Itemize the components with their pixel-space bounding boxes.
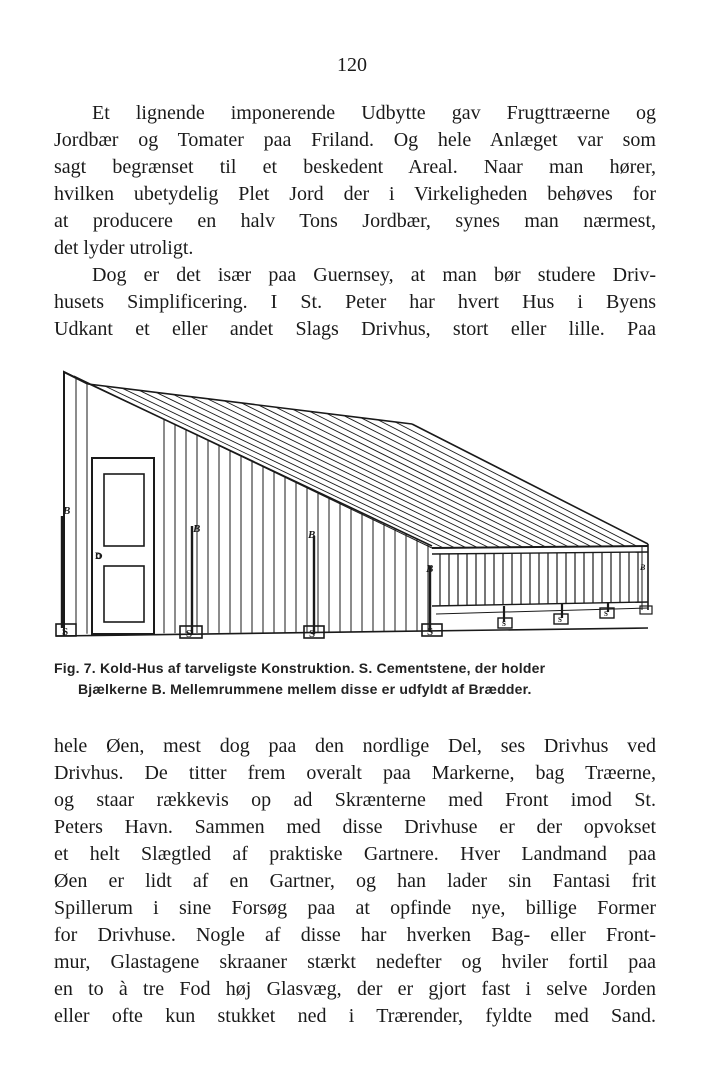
roof-glazing-bar <box>190 397 500 548</box>
roof-glazing-bar <box>327 413 591 546</box>
text-line: Øen er lidt af en Gartner, og han lader sin Fantasi frit <box>54 870 656 892</box>
page-number: 120 <box>337 54 367 76</box>
text-line: et helt Slægtled af praktiske Gartnere. Hver Landmand paa <box>54 843 656 865</box>
text-line: Peters Havn. Sammen med disse Drivhuse er der opvokset <box>54 816 656 838</box>
text-line: Drivhus. De titter frem overalt paa Markerne, bag Træerne, <box>54 762 656 784</box>
text-line: Et lignende imponerende Udbytte gav Frugttræerne og <box>92 102 656 124</box>
roof-glazing-bar <box>259 405 546 547</box>
roof-glazing-bar <box>344 416 603 547</box>
stone-label-s: S <box>62 626 69 638</box>
stone-label-s: S <box>502 620 506 628</box>
text-line: Spillerum i sine Forsøg paa at opfinde nye, billige Former <box>54 897 656 919</box>
beam-label-b: B <box>63 505 71 517</box>
stone-label-s: S <box>309 628 316 640</box>
text-line: en to à tre Fod høj Glasvæg, der er gjort fast i selve Jorden <box>54 978 656 1000</box>
roof-glazing-bar <box>156 392 477 547</box>
text-line: for Drivhuse. Nogle af disse har hverken Bag- eller Front- <box>54 924 656 946</box>
text-line: Dog er det især paa Guernsey, at man bør studere Driv- <box>92 264 656 286</box>
beam-label-b: B <box>640 563 646 572</box>
caption-line: Fig. 7. Kold-Hus af tarveligste Konstruktion. S. Cementstene, der holder <box>54 660 546 676</box>
beam-label-b: B <box>193 523 201 535</box>
text-line: Jordbær og Tomater paa Friland. Og hele Anlæget var som <box>54 129 656 151</box>
text-line: Udkant et eller andet Slags Drivhus, stort eller lille. Paa <box>54 318 656 340</box>
text-line: sagt begrænset til et beskedent Areal. Naar man hører, <box>54 156 656 178</box>
stone-label-s: S <box>427 626 434 638</box>
stone-label-s: S <box>604 610 608 618</box>
greenhouse-illustration <box>52 366 660 646</box>
door-label-d: D <box>95 551 102 561</box>
greenhouse-drawing <box>52 366 660 646</box>
text-line: det lyder utroligt. <box>54 237 194 259</box>
upper-text <box>54 100 656 343</box>
text-line: husets Simplificering. I St. Peter har hvert Hus i Byens <box>54 291 656 313</box>
lower-text <box>54 733 656 1030</box>
roof-glazing-bar <box>207 399 511 548</box>
beam-label-b: B <box>426 563 434 575</box>
stone-label-s: S <box>186 628 193 640</box>
text-line: hele Øen, mest dog paa den nordlige Del, ses Drivhus ved <box>54 735 656 757</box>
stone-label-s: S <box>558 616 562 624</box>
text-line: og staar rækkevis op ad Skrænterne med Front imod St. <box>54 789 656 811</box>
text-line: mur, Glastagene skraaner stærkt nedefter og hviler fortil paa <box>54 951 656 973</box>
text-line: hvilken ubetydelig Plet Jord der i Virkeligheden behøves for <box>54 183 656 205</box>
text-line: at producere en halv Tons Jordbær, synes man nærmest, <box>54 210 656 232</box>
roof-glazing-bar <box>378 420 625 546</box>
text-line: eller ofte kun stukket ned i Trærender, fyldte med Sand. <box>54 1005 656 1027</box>
roof-glazing-bar <box>224 401 523 547</box>
caption-line: Bjælkerne B. Mellemrummene mellem disse er udfyldt af Brædder. <box>78 681 532 697</box>
figure-caption <box>54 658 658 700</box>
beam-label-b: B <box>308 529 316 541</box>
roof-glazing-bar <box>122 388 455 548</box>
